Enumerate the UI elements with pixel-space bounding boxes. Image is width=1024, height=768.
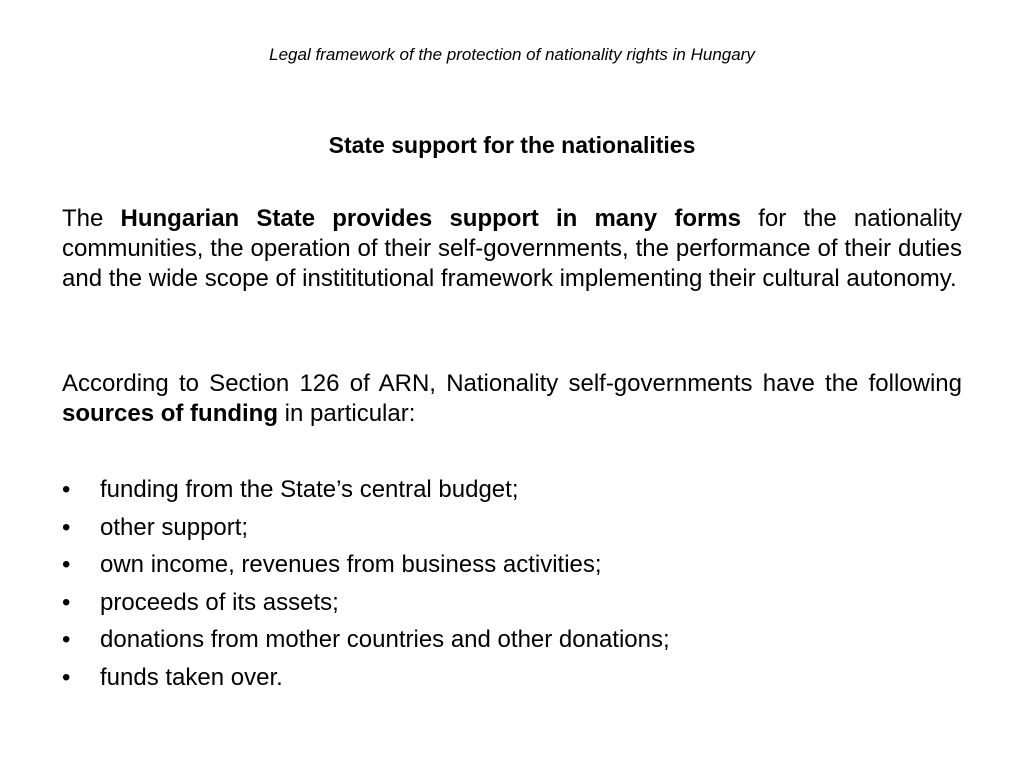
list-item <box>62 661 962 699</box>
bullet-icon: • <box>62 588 71 616</box>
paragraph-state-support <box>62 204 962 294</box>
paragraph-text: in particular: <box>278 400 416 427</box>
list-item-text: other support; <box>100 513 249 541</box>
bullet-icon: • <box>62 513 71 541</box>
list-item <box>62 473 962 511</box>
list-item <box>62 623 962 661</box>
list-item-text: donations from mother countries and other donations; <box>100 626 670 654</box>
list-item-text: own income, revenues from business activities; <box>100 551 602 579</box>
paragraph-bold-text: Hungarian State provides support in many forms <box>120 205 742 232</box>
bullet-icon: • <box>62 476 71 503</box>
bullet-icon: • <box>62 626 71 654</box>
list-item-text: funding from the State’s central budget; <box>100 476 519 503</box>
funding-list <box>62 473 962 699</box>
slide-header: Legal framework of the protection of nationality rights in Hungary <box>269 45 755 64</box>
bullet-icon: • <box>62 551 71 579</box>
bullet-icon: • <box>62 663 71 691</box>
list-item-text: proceeds of its assets; <box>100 588 339 616</box>
paragraph-bold-text: sources of funding <box>62 400 278 427</box>
list-item <box>62 548 962 586</box>
list-item <box>62 586 962 624</box>
paragraph-text: for the nationality communities, the operation of their self-governments, the performance of their duties and the wide scope of instititutional framework implementing their cultural autonomy. <box>62 205 962 292</box>
paragraph-funding-sources <box>62 369 962 429</box>
list-item-text: funds taken over. <box>100 663 283 691</box>
list-item <box>62 511 962 549</box>
paragraph-text: The <box>62 205 121 232</box>
paragraph-text: According to Section 126 of ARN, Nationality self-governments have the following <box>62 370 962 397</box>
slide-heading: State support for the nationalities <box>328 132 696 158</box>
